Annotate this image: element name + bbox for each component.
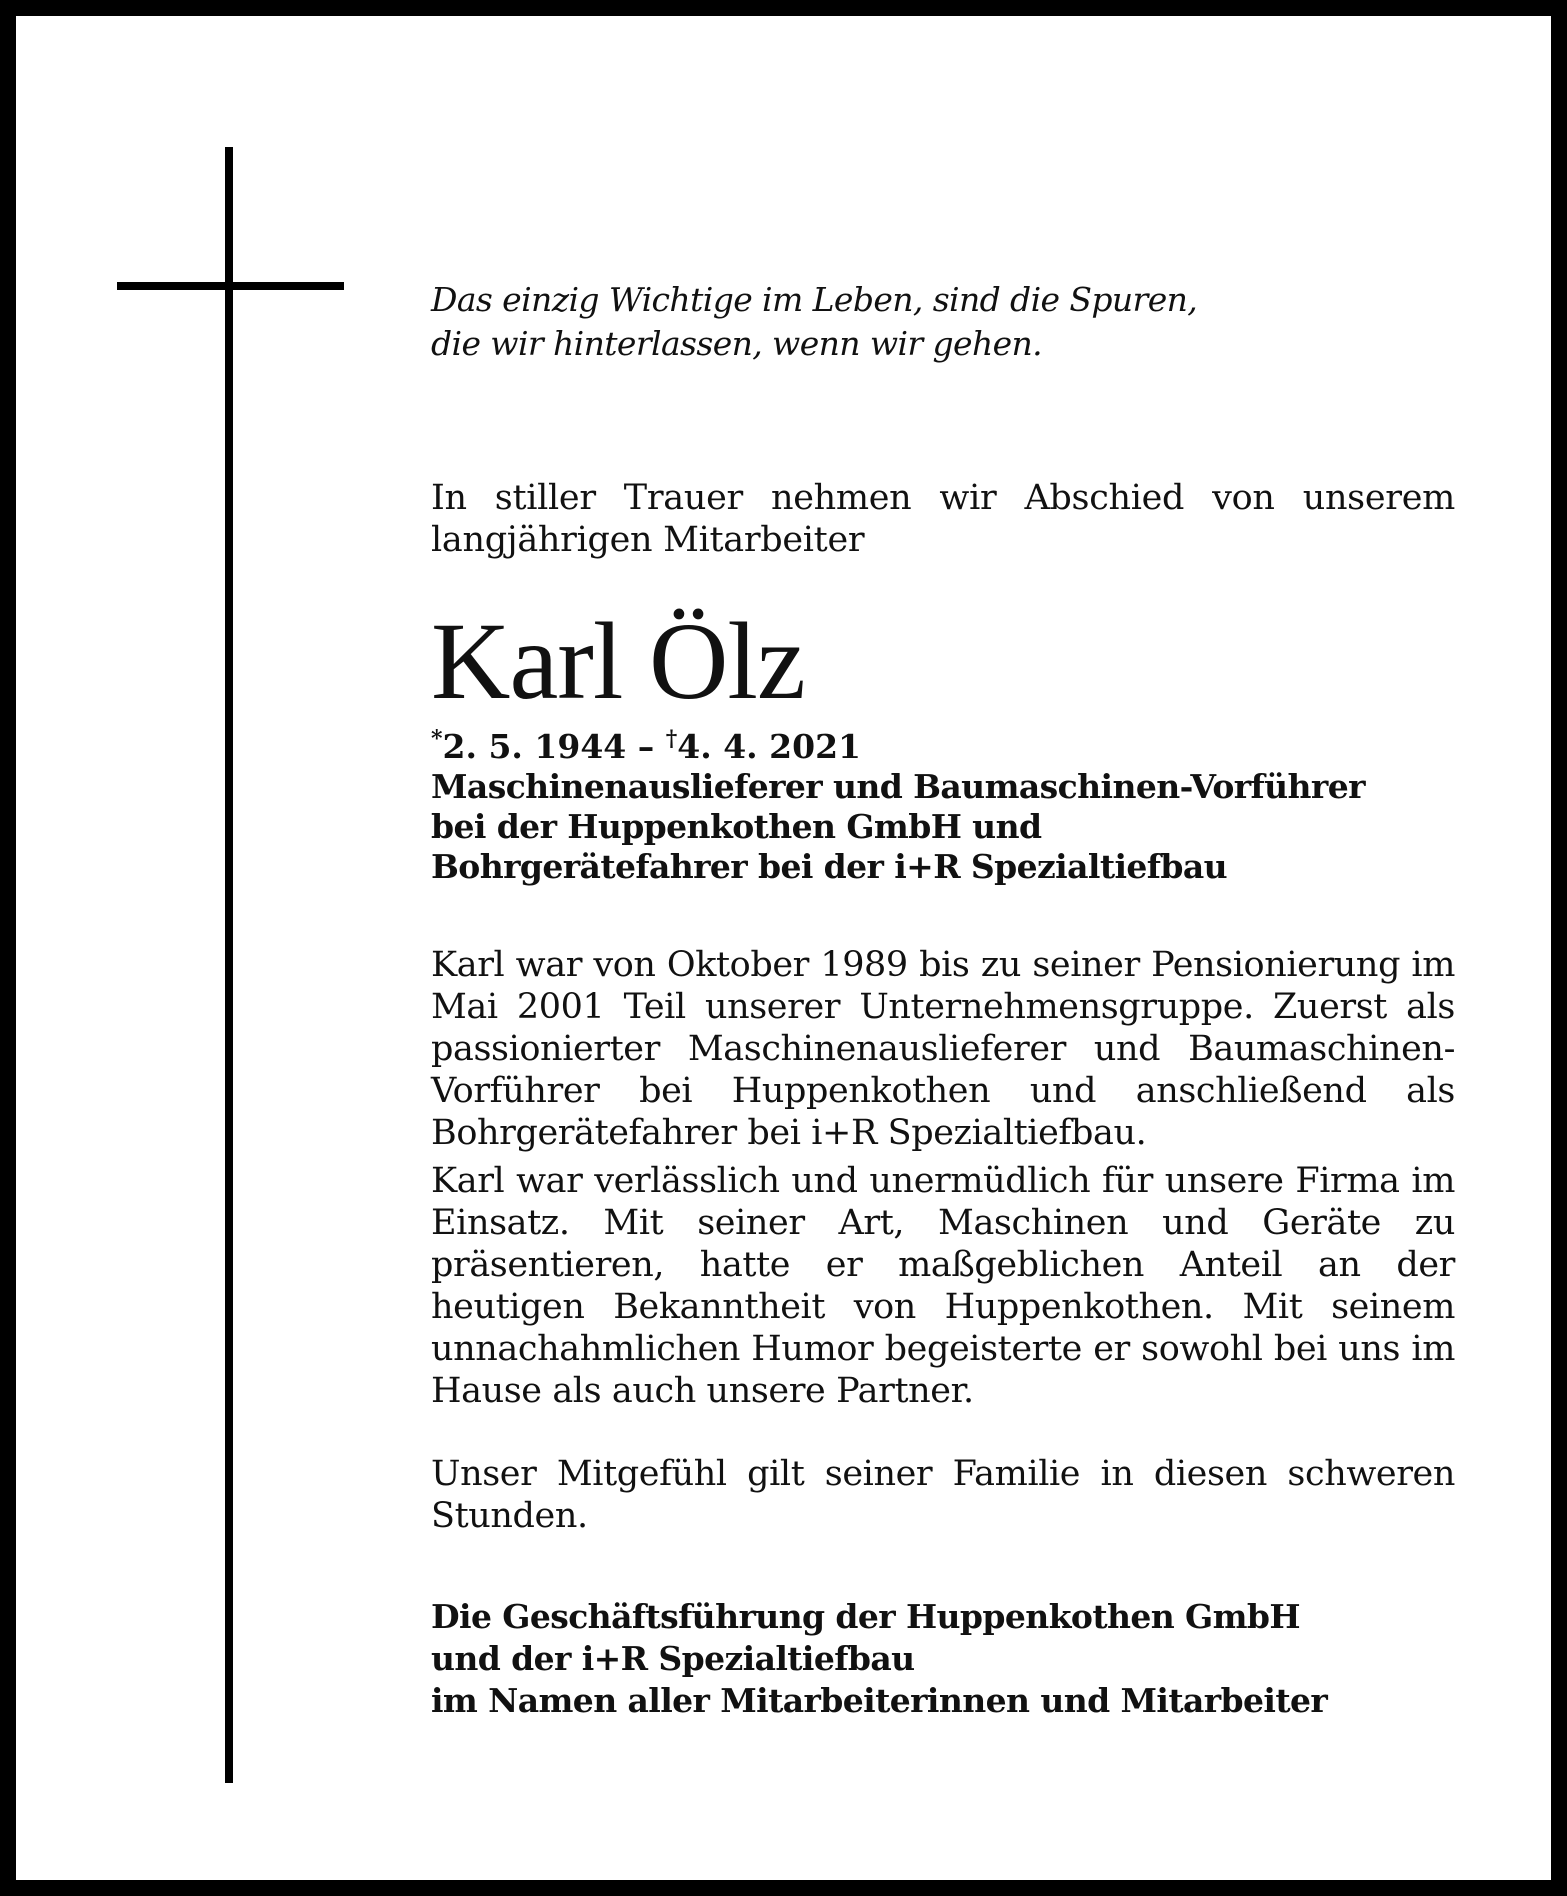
motto-line-1: Das einzig Wichtige im Leben, sind die Spuren, xyxy=(431,280,1198,319)
cross-icon-vertical-bar xyxy=(225,147,233,1783)
life-dates xyxy=(431,727,1455,767)
signature-line-2: und der i+R Spezialtiefbau xyxy=(431,1639,915,1678)
deceased-name: Karl Ölz xyxy=(431,600,805,722)
paragraph-career: Karl war von Oktober 1989 bis zu seiner Pensionierung im Mai 2001 Teil unserer Unternehmensgruppe. Zuerst als passionierter Maschinenauslieferer und Baumaschinen-Vorführer bei Huppenkothen und anschließend als Bohrgerätefahrer bei i+R Spezialtiefbau. xyxy=(431,945,1455,1153)
birth-symbol: * xyxy=(431,726,443,752)
occupation xyxy=(431,767,1455,887)
signature-line-3: im Namen aller Mitarbeiterinnen und Mitarbeiter xyxy=(431,1681,1328,1720)
paragraph-condolence: Unser Mitgefühl gilt seiner Familie in diesen schweren Stunden. xyxy=(431,1454,1455,1536)
signature-block xyxy=(431,1596,1455,1722)
cross-icon-horizontal-bar xyxy=(117,282,344,290)
death-symbol: † xyxy=(665,726,678,752)
occupation-line-2: bei der Huppenkothen GmbH und xyxy=(431,807,1042,846)
motto-quote xyxy=(431,278,1455,366)
occupation-line-3: Bohrgerätefahrer bei der i+R Spezialtiefbau xyxy=(431,847,1228,886)
obituary-content xyxy=(431,278,1455,1722)
paragraph-tribute: Karl war verlässlich und unermüdlich für unsere Firma im Einsatz. Mit seiner Art, Maschinen und Geräte zu präsentieren, hatte er maßgeblichen Anteil an der heutigen Bekanntheit von Huppenkothen. Mit seinem unnachahmlichen Humor begeisterte er sowohl bei uns im Hause als auch unsere Partner. xyxy=(431,1161,1455,1411)
intro-text: In stiller Trauer nehmen wir Abschied von unserem langjährigen Mitarbeiter xyxy=(431,478,1455,560)
death-date: 4. 4. 2021 xyxy=(677,727,861,766)
birth-date: 2. 5. 1944 xyxy=(442,727,627,766)
occupation-line-1: Maschinenauslieferer und Baumaschinen-Vorführer xyxy=(431,767,1365,806)
date-separator: – xyxy=(637,727,655,766)
motto-line-2: die wir hinterlassen, wenn wir gehen. xyxy=(431,324,1043,363)
signature-line-1: Die Geschäftsführung der Huppenkothen GmbH xyxy=(431,1597,1300,1636)
